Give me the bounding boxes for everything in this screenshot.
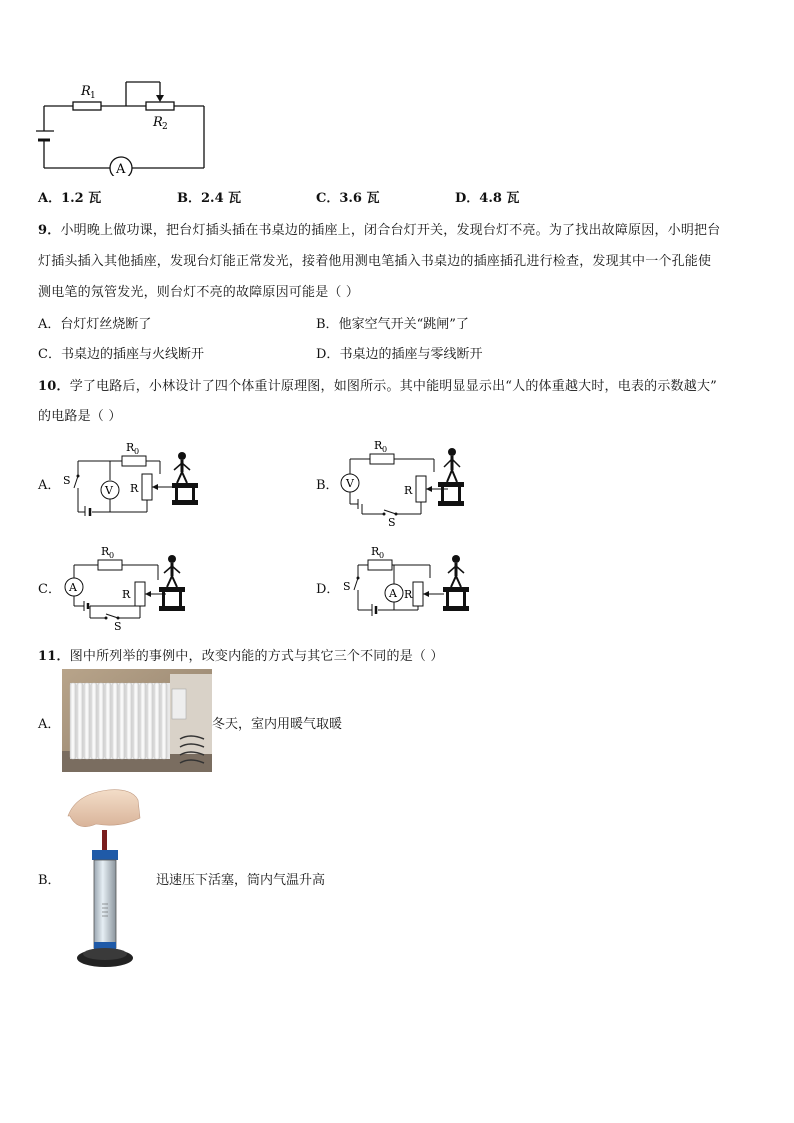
r1-subscript: 1: [90, 91, 96, 101]
q11-number: 11．: [38, 649, 70, 664]
svg-text:R: R: [101, 545, 110, 558]
svg-text:0: 0: [134, 447, 140, 456]
q10-option-a-letter: A．: [38, 478, 61, 493]
svg-text:R: R: [374, 439, 383, 452]
q10-option-b-letter: B．: [316, 478, 339, 493]
q11-option-b-caption: 迅速压下活塞，筒内气温升高: [156, 873, 326, 888]
svg-text:R: R: [404, 588, 413, 601]
svg-text:R: R: [404, 484, 413, 497]
svg-text:S: S: [63, 474, 71, 487]
svg-text:0: 0: [109, 551, 115, 560]
ammeter-label: A: [116, 162, 126, 176]
q9-stem-line-3: 测电笔的氖管发光，则台灯不亮的故障原因可能是（ ）: [38, 285, 360, 300]
q10-stem-line-2: 的电路是（ ）: [38, 409, 122, 424]
q9-stem-line-1: 9．小明晚上做功课，把台灯插头插在书桌边的插座上，闭合台灯开关，发现台灯不亮。为了找出故障原因，小明把台: [38, 223, 721, 238]
svg-text:S: S: [343, 580, 351, 593]
svg-text:R: R: [371, 545, 380, 558]
q11-option-b-letter: B．: [38, 873, 61, 888]
q11-option-a-caption: 冬天，室内用暖气取暖: [212, 717, 343, 732]
q8-option-c: C．3.6 瓦: [316, 191, 380, 206]
svg-text:0: 0: [382, 445, 388, 454]
svg-text:R: R: [130, 482, 139, 495]
q10-option-c-letter: C．: [38, 582, 61, 597]
radiator-photo: [62, 669, 212, 772]
svg-text:S: S: [388, 516, 396, 528]
q10-stem-line-1: 10．学了电路后，小林设计了四个体重计原理图，如图所示。其中能明显显示出“人的体重越大时，电表的示数越大”: [38, 379, 717, 394]
r2-subscript: 2: [162, 122, 168, 132]
q9-option-c: C．书桌边的插座与火线断开: [38, 347, 204, 362]
q10-number: 10．: [38, 379, 70, 394]
q10-option-d-letter: D．: [316, 582, 340, 597]
svg-text:S: S: [114, 620, 122, 633]
piston-cylinder-photo: [62, 786, 142, 972]
top-circuit-diagram: [36, 76, 216, 176]
r1-label: R: [81, 84, 91, 99]
svg-text:V: V: [105, 484, 113, 497]
q9-option-a: A．台灯灯丝烧断了: [38, 317, 152, 332]
svg-text:A: A: [389, 587, 397, 600]
svg-text:0: 0: [379, 551, 385, 560]
q8-option-a: A．1.2 瓦: [38, 191, 102, 206]
q11-option-a-letter: A．: [38, 717, 61, 732]
svg-text:R: R: [122, 588, 131, 601]
svg-text:R: R: [126, 441, 135, 454]
q10-circuit-d: [338, 540, 488, 636]
q10-circuit-a: [60, 436, 210, 516]
q9-option-d: D．书桌边的插座与零线断开: [316, 347, 483, 362]
q10-circuit-b: [338, 432, 488, 528]
q8-option-d: D．4.8 瓦: [455, 191, 520, 206]
q8-option-b: B．2.4 瓦: [177, 191, 242, 206]
svg-text:A: A: [69, 581, 77, 594]
q9-number: 9．: [38, 223, 61, 238]
q9-option-b: B．他家空气开关“跳闸”了: [316, 317, 469, 332]
q9-stem-line-2: 灯插头插入其他插座，发现台灯能正常发光，接着他用测电笔插入书桌边的插座插孔进行检查，发现其中一个孔能使: [38, 254, 712, 269]
r2-label: R: [153, 115, 163, 130]
q10-circuit-c: [60, 540, 210, 636]
svg-text:V: V: [346, 477, 354, 490]
q11-stem: 11．图中所列举的事例中，改变内能的方式与其它三个不同的是（ ）: [38, 649, 444, 664]
